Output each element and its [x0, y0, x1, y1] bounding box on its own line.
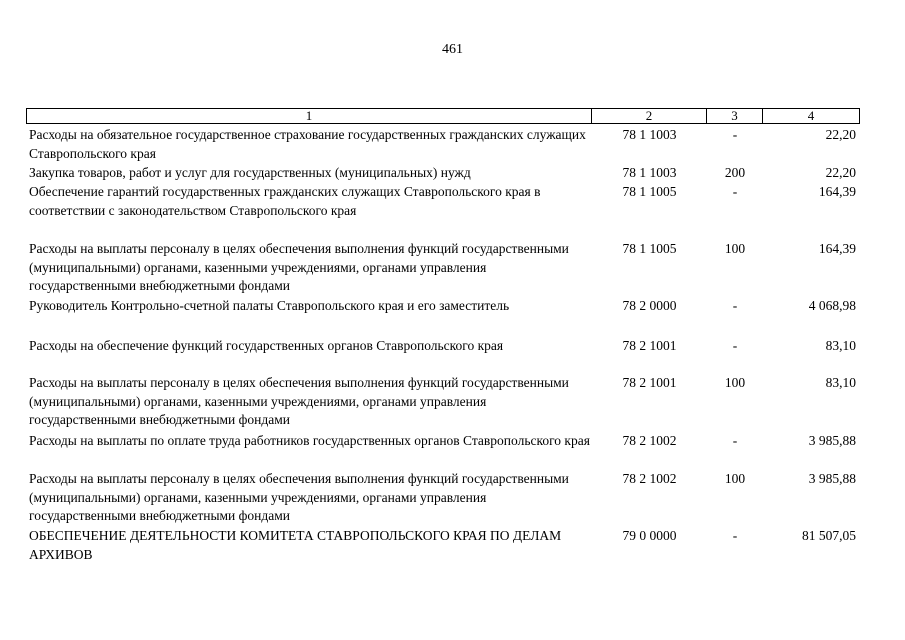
row-amount: 22,20: [825, 127, 856, 142]
row-amount: 81 507,05: [802, 528, 856, 543]
table-row: [27, 183, 860, 220]
row-type: 200: [724, 165, 746, 180]
row-code: 78 2 1002: [622, 433, 677, 448]
row-code: 78 1 1005: [622, 241, 677, 256]
row-amount: 83,10: [825, 338, 856, 353]
row-description: Закупка товаров, работ и услуг для государственных (муниципальных) нужд: [29, 165, 471, 180]
table-row: [27, 126, 860, 163]
row-description: Обеспечение гарантий государственных гражданских служащих Ставропольского края в соответствии с законодательством Ставропольского края: [29, 184, 541, 218]
table-row: [27, 337, 860, 356]
row-type: -: [732, 298, 738, 313]
row-amount: 164,39: [818, 184, 856, 199]
table-row: [27, 164, 860, 183]
page-number: 461: [442, 42, 463, 57]
row-type: -: [732, 127, 738, 142]
row-type: -: [732, 184, 738, 199]
row-description: Расходы на выплаты персоналу в целях обеспечения выполнения функций государственными (муниципальными) органами, казенными учреждениями, органами управления государственными внебюджетными фондами: [29, 471, 569, 523]
row-description: Расходы на выплаты по оплате труда работников государственных органов Ставропольского края: [29, 433, 590, 448]
row-code: 78 2 0000: [622, 298, 677, 313]
row-description: ОБЕСПЕЧЕНИЕ ДЕЯТЕЛЬНОСТИ КОМИТЕТА СТАВРОПОЛЬСКОГО КРАЯ ПО ДЕЛАМ АРХИВОВ: [29, 528, 562, 562]
table-row: [27, 470, 860, 526]
column-header-3: 3: [707, 109, 763, 123]
row-type: -: [732, 528, 738, 543]
column-header-2: 2: [592, 109, 707, 123]
row-code: 78 1 1003: [622, 127, 677, 142]
row-type: 100: [724, 241, 746, 256]
table-row: [27, 240, 860, 296]
row-type: -: [732, 433, 738, 448]
row-type: -: [732, 338, 738, 353]
row-amount: 22,20: [825, 165, 856, 180]
row-amount: 3 985,88: [808, 471, 856, 486]
row-amount: 4 068,98: [808, 298, 856, 313]
row-code: 79 0 0000: [622, 528, 677, 543]
row-code: 78 1 1003: [622, 165, 677, 180]
column-header-1: 1: [27, 109, 592, 123]
row-amount: 3 985,88: [808, 433, 856, 448]
table-header: [26, 108, 860, 124]
row-description: Расходы на выплаты персоналу в целях обеспечения выполнения функций государственными (муниципальными) органами, казенными учреждениями, органами управления государственными внебюджетными фондами: [29, 375, 569, 427]
table-row: [27, 374, 860, 430]
row-code: 78 1 1005: [622, 184, 677, 199]
row-description: Расходы на обязательное государственное страхование государственных гражданских служащих Ставропольского края: [29, 127, 586, 161]
table-row: [27, 297, 860, 316]
row-description: Расходы на выплаты персоналу в целях обеспечения выполнения функций государственными (муниципальными) органами, казенными учреждениями, органами управления государственными внебюджетными фондами: [29, 241, 569, 293]
table-row: [27, 527, 860, 564]
row-description: Расходы на обеспечение функций государственных органов Ставропольского края: [29, 338, 504, 353]
row-code: 78 2 1001: [622, 375, 677, 390]
row-code: 78 2 1002: [622, 471, 677, 486]
column-header-4: 4: [807, 108, 815, 123]
row-type: 100: [724, 375, 746, 390]
table-row: [27, 432, 860, 451]
row-type: 100: [724, 471, 746, 486]
row-code: 78 2 1001: [622, 338, 677, 353]
row-amount: 83,10: [825, 375, 856, 390]
row-amount: 164,39: [818, 241, 856, 256]
row-description: Руководитель Контрольно-счетной палаты Ставропольского края и его заместитель: [29, 298, 510, 313]
